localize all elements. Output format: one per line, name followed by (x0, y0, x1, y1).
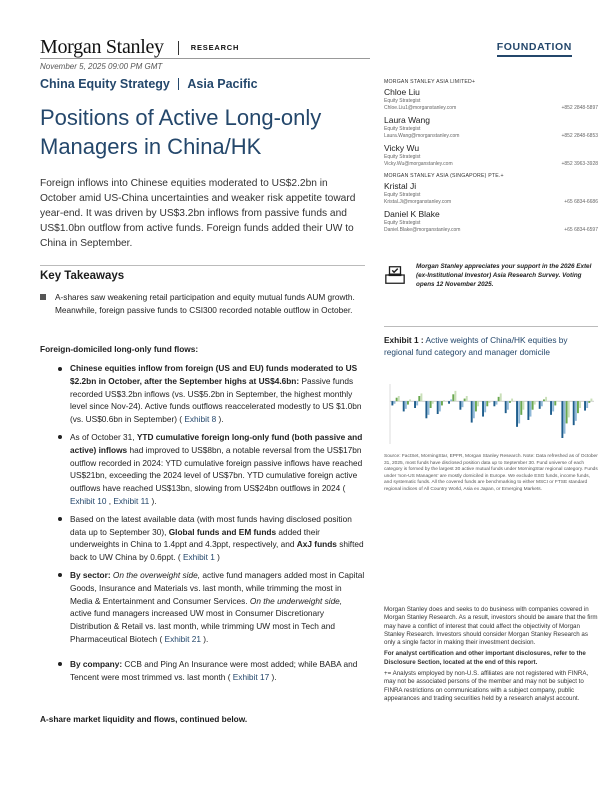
disclosure-block (384, 606, 598, 706)
bullet-text: As of October 31, (70, 431, 137, 442)
chart-bar (454, 391, 456, 401)
chart-bar (507, 401, 509, 410)
exhibit-caption (384, 334, 598, 358)
bullet-text: ). (271, 671, 277, 682)
chart-bar (475, 401, 477, 411)
analyst-card (384, 143, 598, 167)
chart-bar (577, 401, 579, 413)
extel-notice (384, 262, 598, 289)
bullet-italic: On the underweight side, (249, 595, 343, 606)
chart-bar (464, 399, 466, 402)
exhibit-link[interactable]: Exhibit 11 (113, 495, 152, 506)
bullet-text: CCB and Ping An Insurance were most added; while BABA and Tencent were most trimmed vs. last month ( (70, 658, 358, 682)
chart-bar (575, 401, 577, 421)
bullet-list (58, 362, 366, 688)
exhibit-link[interactable]: Exhibit 8 (182, 414, 219, 425)
list-item (58, 362, 366, 426)
chart-bar (527, 401, 529, 420)
analyst-panel (384, 79, 598, 237)
series-divider (178, 78, 180, 90)
key-takeaway-item (40, 291, 365, 316)
chart-bar (532, 401, 534, 410)
extel-text: Morgan Stanley appreciates your support in the 2026 Extel (ex-Institutional Investor) Asia Research Survey. Voting opens 12 November 2025. (416, 263, 592, 288)
exhibit-link[interactable]: Exhibit 17 (230, 671, 272, 682)
bullet-text: added their underweights in China to 1.4ppt and 4.3ppt, respectively, and (70, 526, 320, 550)
header-rule (40, 58, 370, 59)
chart-bar (522, 401, 524, 410)
brand-header (40, 36, 239, 59)
list-item (58, 513, 366, 564)
bullet-bold: Global funds and EM funds (168, 526, 277, 537)
chart-bar (550, 401, 552, 415)
bullet-text: active fund managers increased UW most in Consumer Discretionary Distribution & Retail vs. last month, while trimming UW most in Tech and Pharmaceutical Biotech ( (70, 608, 335, 644)
list-item (58, 431, 366, 508)
analyst-card (384, 87, 598, 111)
foundation-badge: FOUNDATION (497, 41, 572, 57)
ballot-box-icon (384, 264, 406, 286)
chart-bar (396, 398, 398, 401)
bullet-text: ). (151, 495, 157, 506)
chart-bar (471, 401, 473, 422)
chart-bar (473, 401, 475, 418)
analyst-role: Equity Strategist (384, 126, 421, 132)
analyst-phone: +65 6834-6686 (564, 199, 598, 205)
analyst-role: Equity Strategist (384, 98, 421, 104)
chart-bar (418, 396, 420, 401)
bullet-text: ). (203, 633, 209, 644)
chart-bar (398, 396, 400, 401)
exhibit-link[interactable]: Exhibit 1 (180, 552, 218, 563)
bullet-bold: Chinese equities inflow from foreign (US and EU) funds moderated to US $2.2bn in October, after the September highs at US$4.6bn: (70, 363, 358, 386)
analyst-name: Daniel K Blake (384, 209, 440, 219)
chart-bar (405, 401, 407, 409)
chart-bar (579, 401, 581, 408)
chart-bar (534, 401, 536, 404)
active-weights-chart (384, 380, 598, 450)
analyst-card (384, 115, 598, 139)
chart-bar (518, 401, 520, 423)
key-takeaways-title: Key Takeaways (40, 265, 365, 282)
chart-bar (505, 401, 507, 413)
exhibit-title: Active weights of China/HK equities by regional fund category and manager domicile (384, 335, 568, 357)
list-item (58, 569, 366, 646)
chart-bar (541, 401, 543, 406)
chart-bar (477, 401, 479, 406)
exhibit-link[interactable]: Exhibit 10 (70, 495, 109, 506)
chart-bar (403, 401, 405, 411)
page-title: Positions of Active Long-only Managers in China/HK (40, 105, 322, 159)
analyst-phone: +852 3963-3928 (561, 161, 598, 167)
chart-bar (439, 401, 441, 411)
list-item (58, 658, 366, 684)
bullet-bold: AxJ funds (296, 539, 337, 550)
chart-bar (407, 401, 409, 404)
analyst-role: Equity Strategist (384, 154, 421, 160)
analyst-phone: +852 2848-6853 (561, 133, 598, 139)
brand-logo: Morgan Stanley (40, 36, 164, 58)
continued-heading: A-share market liquidity and flows, continued below. (40, 714, 248, 724)
bullet-text: had improved to US$8bn, a notable reversal from the US$17bn outflow recorded in 2024: YTD cumulative foreign passive inflows have reached US$21bn, exceeding the 2024 level of US$7bn. YTD cumulative foreign active outflows have reached US$13bn, slowing from US$24bn outflows in 2024 ( (70, 444, 363, 494)
analyst-name: Chloe Liu (384, 87, 420, 97)
chart-bar (543, 399, 545, 401)
analyst-role: Equity Strategist (384, 220, 421, 226)
chart-bar (448, 401, 450, 404)
chart-bar (568, 401, 570, 417)
analyst-email[interactable]: Kristal.Ji@morganstanley.com (384, 199, 452, 205)
chart-bar (496, 401, 498, 404)
research-label: RESEARCH (190, 43, 240, 52)
chart-bar (545, 397, 547, 401)
chart-bar (425, 401, 427, 418)
chart-bar (516, 401, 518, 427)
chart-bar (520, 401, 522, 415)
analyst-email[interactable]: Chloe.Liu1@morganstanley.com (384, 105, 457, 111)
disclosure-paragraph: += Analysts employed by non-U.S. affiliates are not registered with FINRA, may not be associated persons of the member and may not be subject to FINRA restrictions on communications with a subject company, public appearances and trading securities held by a research analyst account. (384, 670, 589, 702)
chart-bar (586, 401, 588, 408)
analyst-role: Equity Strategist (384, 192, 421, 198)
bullet-text: shifted back to UW China by 0.6ppt. ( (70, 539, 364, 563)
disclosure-certification: For analyst certification and other important disclosures, refer to the Disclosure Section, located at the end of this report. (384, 650, 586, 666)
analyst-email[interactable]: Laura.Wang@morganstanley.com (384, 133, 460, 139)
analyst-phone: +65 6834-6597 (564, 227, 598, 233)
chart-bar (564, 401, 566, 434)
chart-bar (552, 401, 554, 411)
summary: Foreign inflows into Chinese equities moderated to US$2.2bn in October amid US-China uncertainties and weaker risk appetite toward year-end. It was driven by US$3.2bn inflows from passive funds and US$1.0bn outflow from active funds. Foreign funds added their UW to China in September. (40, 178, 356, 249)
bullet-bold: By company: (70, 658, 123, 669)
chart-bar (573, 401, 575, 425)
analyst-email[interactable]: Vicky.Wu@morganstanley.com (384, 161, 453, 167)
bullet-text: , (108, 495, 114, 506)
org-name: MORGAN STANLEY ASIA LIMITED+ (384, 79, 476, 85)
analyst-name: Kristal Ji (384, 181, 417, 191)
analyst-name: Vicky Wu (384, 143, 420, 153)
chart-bar (450, 399, 452, 401)
bullet-text: ). (218, 414, 224, 425)
bullet-bold: YTD cumulative foreign long-only fund (both passive and active) inflows (70, 431, 363, 455)
chart-bar (391, 401, 393, 405)
chart-bar (561, 401, 563, 438)
chart-bar (486, 401, 488, 406)
chart-bar (443, 400, 445, 401)
chart-bar (394, 401, 396, 404)
chart-bar (493, 401, 495, 406)
key-takeaway-text: A-shares saw weakening retail participation and equity mutual funds AUM growth. Meanwhile, foreign passive funds to CSI300 recorded notable outflow in October. (55, 292, 355, 315)
analyst-phone: +852 2848-5897 (561, 105, 598, 111)
chart-bar (511, 399, 513, 402)
bullet-text: ) (217, 552, 220, 563)
chart-bar (428, 401, 430, 415)
chart-bar (441, 401, 443, 405)
series-region: Asia Pacific (187, 77, 258, 91)
bullet-text: Based on the latest available data (with most funds having disclosed position data up to September 30), (70, 513, 352, 537)
square-bullet-icon (40, 294, 46, 300)
chart-bar (488, 401, 490, 403)
series-name: China Equity Strategy (40, 77, 170, 91)
exhibit-number: Exhibit 1 : (384, 335, 424, 345)
publish-date: November 5, 2025 09:00 PM GMT (40, 62, 163, 71)
chart-bar (590, 399, 592, 402)
bullet-italic: On the overweight side, (110, 569, 201, 580)
chart-bar (566, 401, 568, 423)
exhibit-source: Source: FactSet, MorningStar, EPFR, Morgan Stanley Research. Note: Data refreshed as of October 31, 2025, most funds have disclosed position data up to September 30. Fund universe of each category is formed by the largest 30 active mutual funds under MorningStar regional category. Funds under 'non-US Managers' are mostly domiciled in Europe. We exclude ESG funds, income funds, and systematic funds. All the covered funds are benchmarking to either MSCI or FTSE standard regional indices of All Country World, Asia ex Japan, or Emerging Markets. (384, 454, 598, 492)
exhibit-link[interactable]: Exhibit 21 (162, 633, 204, 644)
chart-bar (432, 401, 434, 404)
bullet-text: Passive funds recorded US$3.2bn inflows (vs. US$5.2bn in September, the highest monthly level since Nov-24). Active funds outflows reaccelerated modestly to US $1.0bn (vs. US$0.6bn in September) ( (70, 375, 362, 425)
chart-bar (539, 401, 541, 409)
key-takeaways (40, 265, 365, 316)
chart-bar (414, 401, 416, 408)
brand-divider (178, 41, 179, 55)
bullet-bold: By sector: (70, 569, 111, 580)
chart-bar (462, 401, 464, 407)
analyst-name: Laura Wang (384, 115, 430, 125)
chart-bar (452, 394, 454, 401)
chart-bar (509, 401, 511, 403)
bullet-text: active fund managers added most in Capital Goods, Insurance and Materials vs. last month, while trimming the most in Media & Entertainment and Consumer Services. (70, 569, 365, 606)
analyst-card (384, 209, 598, 233)
report-series (40, 77, 258, 91)
chart-bar (482, 401, 484, 416)
chart-bar (409, 399, 411, 401)
chart-bar (437, 401, 439, 414)
org-name: MORGAN STANLEY ASIA (SINGAPORE) PTE.+ (384, 173, 504, 179)
chart-bar (588, 401, 590, 403)
chart-bar (500, 393, 502, 401)
chart-bar (554, 401, 556, 405)
analyst-card (384, 181, 598, 205)
chart-bar (484, 401, 486, 412)
chart-bar (498, 397, 500, 401)
section-heading: Foreign-domiciled long-only fund flows: (40, 344, 199, 354)
disclosure-paragraph: Morgan Stanley does and seeks to do business with companies covered in Morgan Stanley Research. As a result, investors should be aware that the firm may have a conflict of interest that could affect the objectivity of Morgan Stanley Research. Investors should consider Morgan Stanley Research as only a single factor in making their investment decision. (384, 606, 598, 647)
chart-bar (420, 393, 422, 401)
chart-bar (416, 401, 418, 405)
analyst-email[interactable]: Daniel.Blake@morganstanley.com (384, 227, 461, 233)
chart-bar (466, 396, 468, 401)
chart-bar (584, 401, 586, 410)
chart-bar (530, 401, 532, 416)
chart-bar (430, 401, 432, 408)
exhibit-rule (384, 326, 598, 327)
chart-bar (459, 401, 461, 410)
